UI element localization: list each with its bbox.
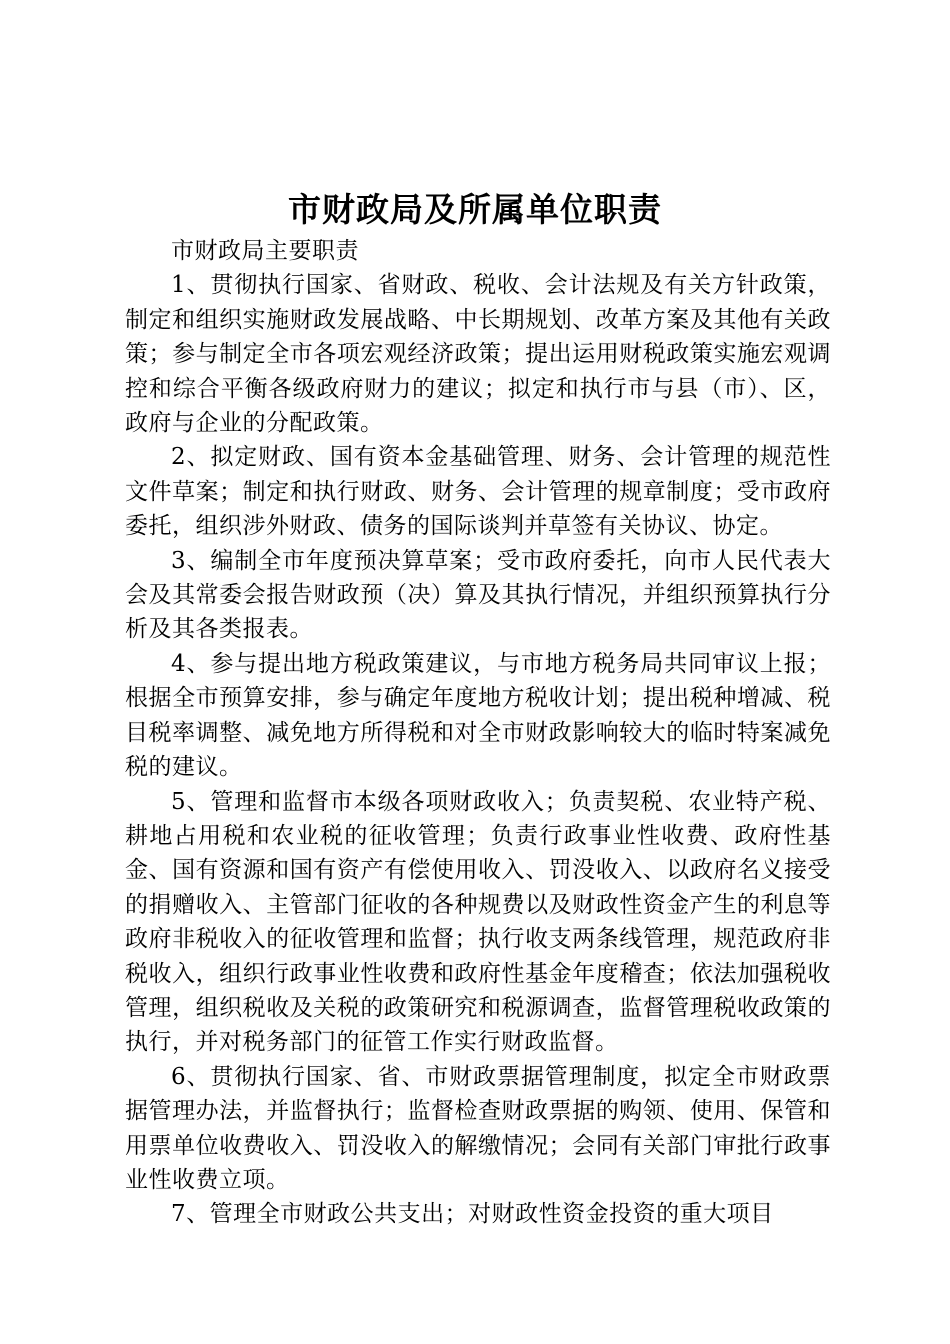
- paragraph: 2、拟定财政、国有资本金基础管理、财务、会计管理的规范性文件草案；制定和执行财政、财务、会计管理的规章制度；受市政府委托，组织涉外财政、债务的国际谈判并草签有关协议、协定。: [125, 444, 831, 540]
- document-body: [125, 234, 831, 1232]
- paragraph: 5、管理和监督市本级各项财政收入；负责契税、农业特产税、耕地占用税和农业税的征收管理；负责行政事业性收费、政府性基金、国有资源和国有资产有偿使用收入、罚没收入、以政府名义接受的捐赠收入、主管部门征收的各种规费以及财政性资金产生的利息等政府非税收入的征收管理和监督；执行收支两条线管理，规范政府非税收入，组织行政事业性收费和政府性基金年度稽查；依法加强税收管理，组织税收及关税的政策研究和税源调查，监督管理税收政策的执行，并对税务部门的征管工作实行财政监督。: [125, 788, 831, 1056]
- section-heading: 市财政局主要职责: [171, 238, 359, 264]
- paragraph: 4、参与提出地方税政策建议，与市地方税务局共同审议上报；根据全市预算安排，参与确定年度地方税收计划；提出税种增减、税目税率调整、减免地方所得税和对全市财政影响较大的临时特案减免税的建议。: [125, 650, 831, 781]
- paragraph: 6、贯彻执行国家、省、市财政票据管理制度，拟定全市财政票据管理办法，并监督执行；监督检查财政票据的购领、使用、保管和用票单位收费收入、罚没收入的解缴情况；会同有关部门审批行政事业性收费立项。: [125, 1063, 831, 1193]
- page-title: 市财政局及所属单位职责: [288, 190, 662, 229]
- paragraph: 1、贯彻执行国家、省财政、税收、会计法规及有关方针政策，制定和组织实施财政发展战略、中长期规划、改革方案及其他有关政策；参与制定全市各项宏观经济政策；提出运用财税政策实施宏观调控和综合平衡各级政府财力的建议；拟定和执行市与县（市）、区，政府与企业的分配政策。: [125, 272, 831, 437]
- paragraph: 7、管理全市财政公共支出；对财政性资金投资的重大项目: [171, 1201, 774, 1228]
- paragraph: 3、编制全市年度预决算草案；受市政府委托，向市人民代表大会及其常委会报告财政预（决）算及其执行情况，并组织预算执行分析及其各类报表。: [125, 547, 831, 643]
